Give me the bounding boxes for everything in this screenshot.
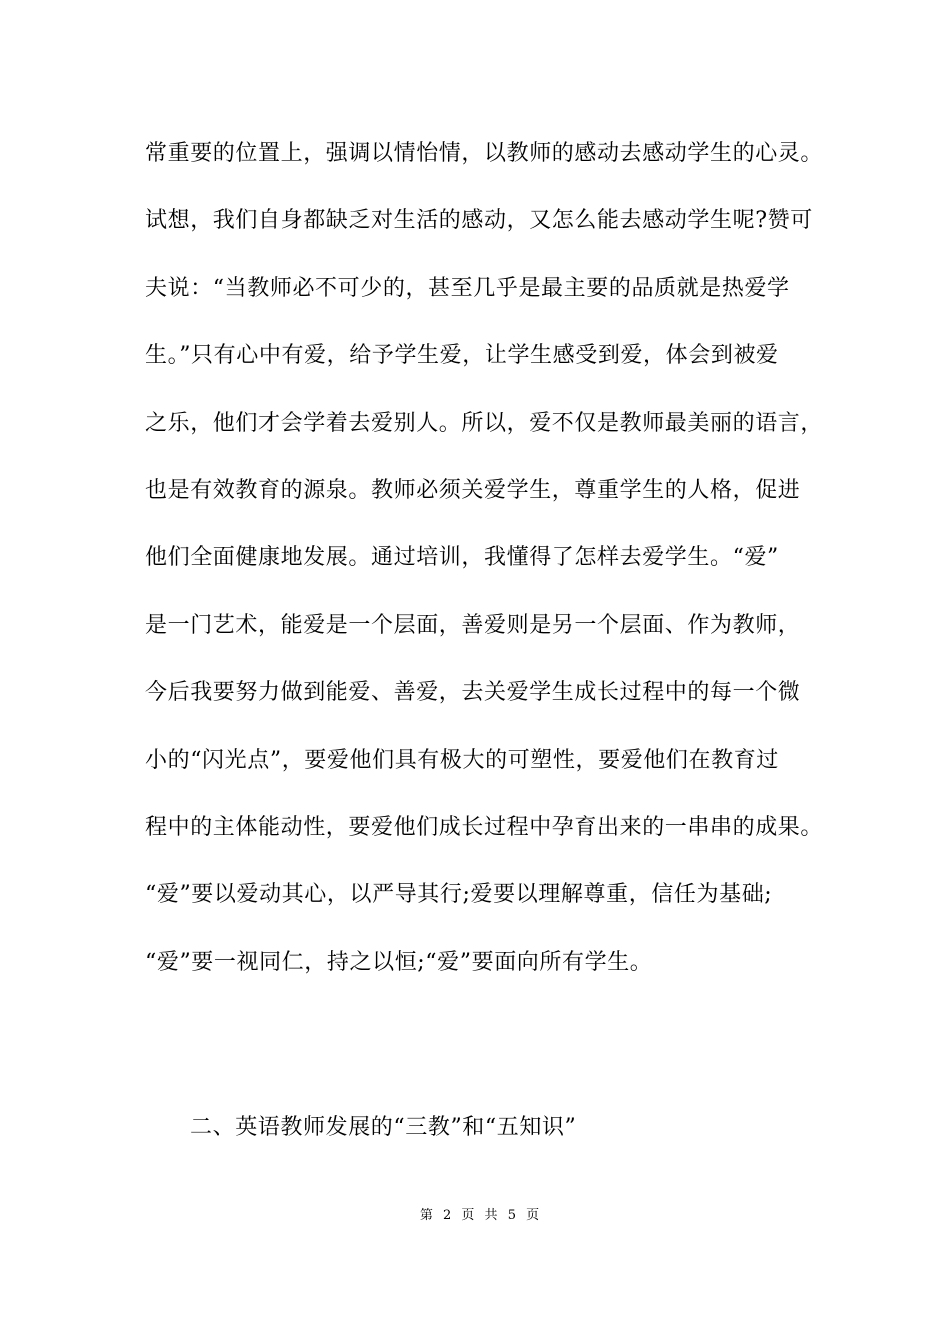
paragraph-line: 试想，我们自身都缺乏对生活的感动，又怎么能去感动学生呢?赞可 [145, 208, 813, 234]
paragraph-line: “爱”要以爱动其心，以严导其行;爱要以理解尊重，信任为基础; [145, 882, 773, 908]
paragraph-line: 小的“闪光点”，要爱他们具有极大的可塑性，要爱他们在教育过 [145, 747, 779, 773]
paragraph-line: 是一门艺术，能爱是一个层面，善爱则是另一个层面、作为教师， [145, 612, 801, 638]
paragraph-line: 也是有效教育的源泉。教师必须关爱学生，尊重学生的人格，促进 [145, 477, 801, 503]
paragraph-line: 之乐，他们才会学着去爱别人。所以，爱不仅是教师最美丽的语言， [145, 410, 824, 436]
paragraph-line: “爱”要一视同仁，持之以恒;“爱”要面向所有学生。 [145, 949, 653, 975]
body-paragraph [145, 132, 845, 1008]
paragraph-line: 生。”只有心中有爱，给予学生爱，让学生感受到爱，体会到被爱 [145, 343, 779, 369]
paragraph-line: 程中的主体能动性，要爱他们成长过程中孕育出来的一串串的成果。 [145, 814, 824, 840]
paragraph-line: 他们全面健康地发展。通过培训，我懂得了怎样去爱学生。“爱” [145, 545, 779, 571]
paragraph-line: 夫说：“当教师必不可少的，甚至几乎是最主要的品质就是热爱学 [145, 275, 790, 301]
paragraph-line: 常重要的位置上，强调以情怡情，以教师的感动去感动学生的心灵。 [145, 141, 824, 166]
page-number-footer: 第 2 页 共 5 页 [419, 1208, 543, 1223]
paragraph-line: 今后我要努力做到能爱、善爱，去关爱学生成长过程中的每一个微 [145, 680, 801, 706]
section-heading: 二、英语教师发展的“三教”和“五知识” [190, 1115, 577, 1140]
